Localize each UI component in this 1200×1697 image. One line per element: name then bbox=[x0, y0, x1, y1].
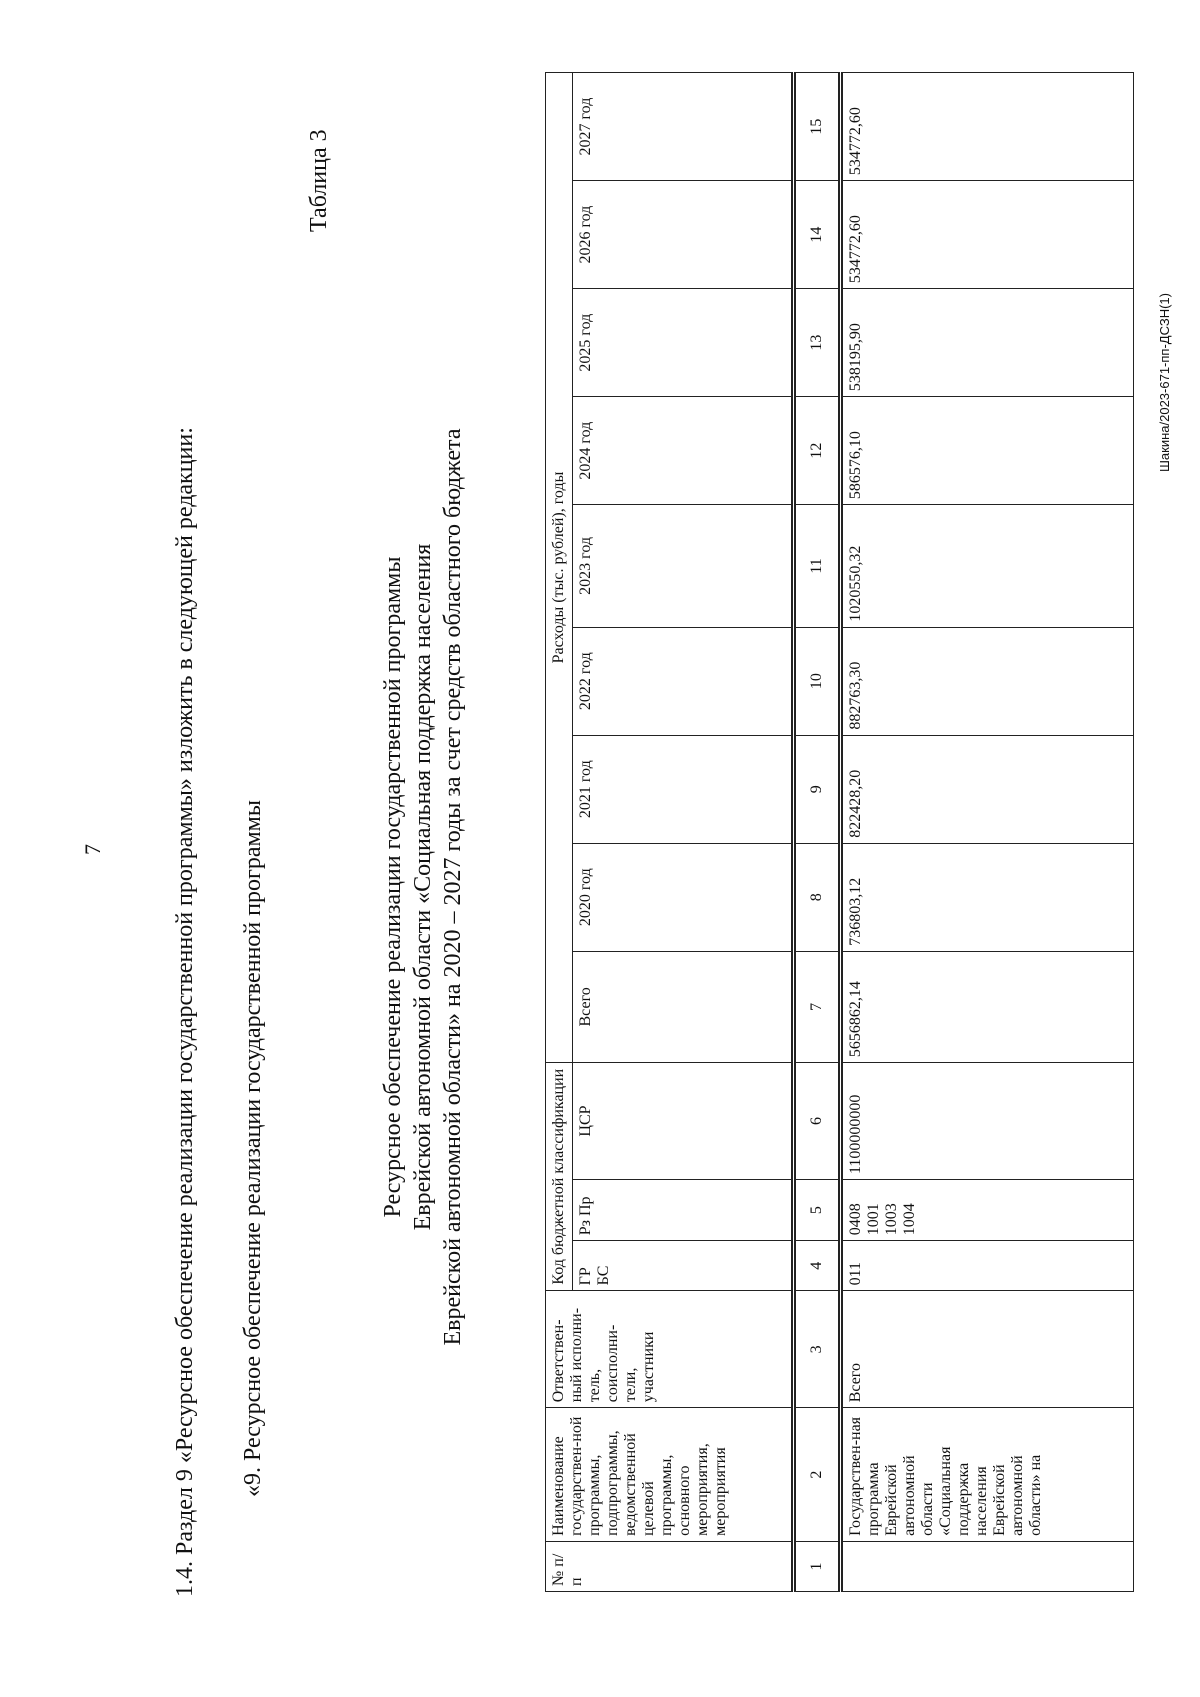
header-year-2020: 2020 год bbox=[573, 843, 794, 951]
header-year-2027: 2027 год bbox=[573, 73, 794, 181]
row-total: 5656862,14 bbox=[841, 951, 1134, 1062]
table-caption bbox=[378, 77, 468, 1697]
row-executor: Всего bbox=[841, 1291, 1134, 1408]
header-name: Наименование государствен-ной программы, подпрограммы, ведомственной целевой программы, основного мероприятия, мероприятия bbox=[546, 1408, 794, 1542]
caption-line-1: Ресурсное обеспечение реализации государственной программы bbox=[380, 556, 406, 1218]
colnum-1: 1 bbox=[794, 1541, 841, 1591]
table-row bbox=[841, 73, 1134, 1592]
row-year-2026: 534772,60 bbox=[841, 181, 1134, 289]
colnum-10: 10 bbox=[794, 627, 841, 735]
colnum-4: 4 bbox=[794, 1241, 841, 1291]
header-year-2025: 2025 год bbox=[573, 289, 794, 397]
row-grbs: 011 bbox=[841, 1241, 1134, 1291]
header-year-2023: 2023 год bbox=[573, 505, 794, 628]
row-year-2023: 1020550,32 bbox=[841, 505, 1134, 628]
caption-line-3: Еврейской автономной области» на 2020 – 2027 годы за счет средств областного бюджета bbox=[440, 428, 466, 1346]
row-num bbox=[841, 1541, 1134, 1591]
header-expenses: Расходы (тыс. рублей), годы bbox=[546, 73, 573, 1063]
row-year-2025: 538195,90 bbox=[841, 289, 1134, 397]
caption-line-2: Еврейской автономной области «Социальная поддержка населения bbox=[410, 543, 436, 1231]
table-label: Таблица 3 bbox=[306, 129, 332, 232]
colnum-14: 14 bbox=[794, 181, 841, 289]
document-code: Шакина/2023-671-пп-ДСЗН(1) bbox=[1157, 293, 1172, 472]
row-csr: 1100000000 bbox=[841, 1063, 1134, 1180]
colnum-8: 8 bbox=[794, 843, 841, 951]
header-num: № п/п bbox=[546, 1541, 794, 1591]
colnum-5: 5 bbox=[794, 1179, 841, 1240]
header-year-2022: 2022 год bbox=[573, 627, 794, 735]
header-year-2024: 2024 год bbox=[573, 397, 794, 505]
section-title: «9. Ресурсное обеспечение реализации государственной программы bbox=[240, 800, 266, 1497]
colnum-3: 3 bbox=[794, 1291, 841, 1408]
colnum-13: 13 bbox=[794, 289, 841, 397]
colnum-12: 12 bbox=[794, 397, 841, 505]
header-total: Всего bbox=[573, 951, 794, 1062]
row-year-2027: 534772,60 bbox=[841, 73, 1134, 181]
row-year-2022: 882763,30 bbox=[841, 627, 1134, 735]
colnum-11: 11 bbox=[794, 505, 841, 628]
resource-table bbox=[545, 72, 1134, 1592]
header-row-1 bbox=[546, 73, 573, 1592]
row-year-2020: 736803,12 bbox=[841, 843, 1134, 951]
row-year-2021: 822428,20 bbox=[841, 735, 1134, 843]
row-name: Государствен-ная программа Еврейской автономной области «Социальная поддержка населения Еврейской автономной области» на bbox=[841, 1408, 1134, 1542]
header-executor: Ответствен-ный исполни-тель, соисполни-тели, участники bbox=[546, 1291, 794, 1408]
header-budget-code: Код бюджетной классификации bbox=[546, 1063, 573, 1291]
colnum-2: 2 bbox=[794, 1408, 841, 1542]
colnum-9: 9 bbox=[794, 735, 841, 843]
page-number: 7 bbox=[80, 844, 105, 855]
header-rzpr: Рз Пр bbox=[573, 1179, 794, 1240]
colnum-7: 7 bbox=[794, 951, 841, 1062]
header-year-2021: 2021 год bbox=[573, 735, 794, 843]
column-numbers-row bbox=[794, 73, 841, 1592]
row-year-2024: 586576,10 bbox=[841, 397, 1134, 505]
header-csr: ЦСР bbox=[573, 1063, 794, 1180]
colnum-15: 15 bbox=[794, 73, 841, 181]
colnum-6: 6 bbox=[794, 1063, 841, 1180]
row-rzpr: 0408 1001 1003 1004 bbox=[841, 1179, 1134, 1240]
header-grbs: ГР БС bbox=[573, 1241, 794, 1291]
header-year-2026: 2026 год bbox=[573, 181, 794, 289]
intro-text: 1.4. Раздел 9 «Ресурсное обеспечение реализации государственной программы» изложить в следующей редакции: bbox=[172, 427, 198, 1597]
